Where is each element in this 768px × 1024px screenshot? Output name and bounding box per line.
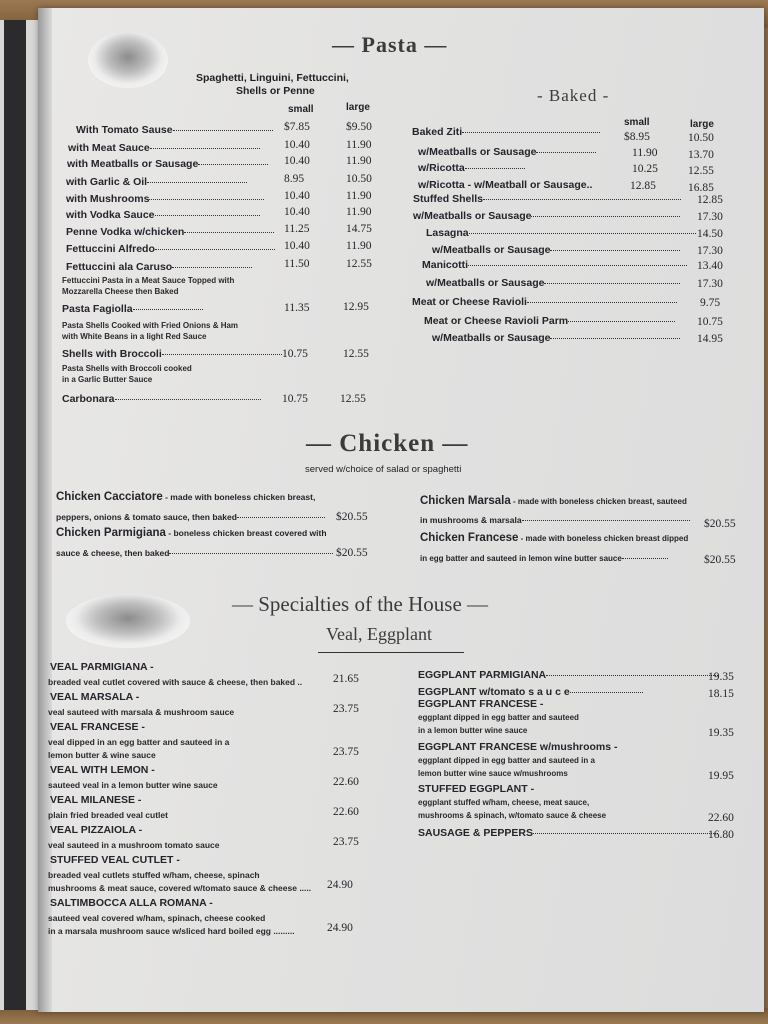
- pasta-price-small: 11.25: [284, 223, 310, 235]
- menu-item-baked: [412, 296, 677, 308]
- leader-dots: [550, 250, 680, 251]
- eggplant-item-desc: [418, 769, 568, 778]
- pasta-price-small: 10.40: [284, 155, 310, 167]
- menu-item-chicken-marsala: Chicken Marsala - made with boneless chicken breast, sauteed: [420, 495, 687, 507]
- cacciatore-desc: peppers, onions & tomato sauce, then baked: [56, 512, 325, 522]
- leader-dots: [155, 249, 275, 250]
- menu-item-pasta: [76, 124, 273, 136]
- veal-item-desc: [48, 737, 229, 747]
- leader-dots: [468, 265, 687, 266]
- item-name: EGGPLANT PARMIGIANA: [418, 669, 547, 681]
- pasta-price-small: $7.85: [284, 121, 310, 133]
- menu-item-ziti-option: [418, 146, 596, 158]
- item-name: SAUSAGE & PEPPERS: [418, 827, 533, 839]
- leader-dots: [469, 233, 696, 234]
- baked-price: 10.75: [697, 316, 723, 328]
- veal-item-name: SALTIMBOCCA ALLA ROMANA -: [50, 897, 213, 909]
- item-name: w/Meatballs or Sausage: [426, 277, 545, 289]
- menu-item-pasta: [66, 226, 274, 238]
- menu-item-baked: [413, 210, 680, 222]
- pasta-plate-icon: [88, 32, 168, 88]
- pasta-price-small: 11.50: [284, 258, 310, 270]
- desc-text: veal dipped in an egg batter and sauteed in a: [48, 737, 230, 747]
- item-name: w/Meatballs or Sausage: [432, 332, 551, 344]
- menu-item-pasta: [66, 193, 264, 205]
- veal-item-name: STUFFED VEAL CUTLET -: [50, 854, 180, 866]
- baked-price: 14.50: [697, 228, 723, 240]
- carbonara-small: 10.75: [282, 393, 308, 405]
- item-name: with Meat Sauce: [68, 142, 150, 154]
- veal-item-desc: [48, 883, 311, 893]
- pasta-price-large: 11.90: [346, 155, 372, 167]
- fagiolla-desc-1: Pasta Shells Cooked with Fried Onions & Ham: [62, 321, 239, 330]
- pasta-price-large: 14.75: [346, 223, 372, 235]
- chicken-title: — Chicken —: [306, 430, 469, 457]
- item-name: Fettuccini Alfredo: [66, 243, 155, 255]
- desc-text: plain fried breaded veal cutlet: [48, 810, 168, 820]
- leader-dots: [527, 302, 677, 303]
- leader-dots: [536, 152, 596, 153]
- desc-text: breaded veal cutlet covered with sauce & cheese, then baked ..: [48, 677, 303, 687]
- chicken-francese-price: $20.55: [704, 554, 736, 566]
- item-name: w/Ricotta: [418, 162, 465, 174]
- item-name: with Mushrooms: [66, 193, 150, 205]
- eggplant-item-name: EGGPLANT FRANCESE w/mushrooms -: [418, 741, 618, 753]
- menu-item-baked: [432, 244, 680, 256]
- item-name: with Garlic & Oil: [66, 176, 148, 188]
- caruso-desc-2: Mozzarella Cheese then Baked: [62, 287, 179, 296]
- desc-text: eggplant dipped in egg batter and sauteed in a: [418, 756, 595, 765]
- veal-price: 23.75: [333, 836, 359, 848]
- pasta-price-large: $9.50: [346, 121, 372, 133]
- eggplant-price: 19.35: [708, 671, 734, 683]
- broccoli-large: 12.55: [343, 348, 369, 360]
- baked-price: 17.30: [697, 211, 723, 223]
- menu-item-baked: [422, 259, 687, 271]
- eggplant-price: 22.60: [708, 812, 734, 824]
- eggplant-item-desc: [418, 726, 527, 735]
- underlying-page: [0, 20, 42, 1010]
- veal-item-desc: [48, 677, 302, 687]
- baked-price: 12.85: [697, 194, 723, 206]
- baked-price: 9.75: [700, 297, 721, 309]
- fagiolla-desc-2: with White Beans in a light Red Sauce: [62, 332, 207, 341]
- leader-dots: [546, 675, 718, 676]
- eggplant-item-name: EGGPLANT FRANCESE -: [418, 698, 544, 710]
- marsala-desc: in mushrooms & marsala: [420, 515, 690, 525]
- menu-item-ziti-option: [418, 162, 525, 174]
- leader-dots: [172, 267, 252, 268]
- veal-price: 22.60: [333, 806, 359, 818]
- pasta-price-large: 10.50: [346, 173, 372, 185]
- desc-text: in a lemon butter wine sauce: [418, 726, 528, 735]
- menu-item-pasta: [66, 209, 260, 221]
- eggplant-price: 18.15: [708, 688, 734, 700]
- menu-item-chicken-francese: Chicken Francese - made with boneless chicken breast dipped: [420, 532, 689, 544]
- menu-item-broccoli: Shells with Broccoli: [62, 348, 282, 360]
- eggplant-item-name: [418, 827, 718, 839]
- menu-item-baked: [432, 332, 680, 344]
- desc-text: in a marsala mushroom sauce w/sliced hard boiled egg .........: [48, 926, 295, 936]
- desc-text: sauteed veal in a lemon butter wine sauce: [48, 780, 218, 790]
- broccoli-desc-2: in a Garlic Butter Sauce: [62, 375, 153, 384]
- pasta-col-large: large: [346, 102, 370, 113]
- menu-item-baked: [424, 315, 675, 327]
- eggplant-price: 16.80: [708, 829, 734, 841]
- veal-item-desc: [48, 750, 156, 760]
- ziti-large: 10.50: [688, 132, 714, 144]
- menu-item-pasta: [67, 158, 268, 170]
- broccoli-small: 10.75: [282, 348, 308, 360]
- item-name: Stuffed Shells: [413, 193, 484, 205]
- desc-text: lemon butter & wine sauce: [48, 750, 156, 760]
- cacciatore-price: $20.55: [336, 511, 368, 523]
- eggplant-item-name: [418, 669, 718, 681]
- eggplant-price: 19.35: [708, 727, 734, 739]
- leader-dots: [465, 168, 525, 169]
- item-name: Fettuccini ala Caruso: [66, 261, 173, 273]
- veal-item-desc: [48, 926, 295, 936]
- veal-price: 23.75: [333, 746, 359, 758]
- veal-item-desc: [48, 840, 219, 850]
- chicken-marsala-price: $20.55: [704, 518, 736, 530]
- baked-price: 17.30: [697, 245, 723, 257]
- eggplant-item-desc: [418, 798, 589, 807]
- leader-dots: [173, 130, 273, 131]
- baked-price: 13.40: [697, 260, 723, 272]
- francese-desc: in egg batter and sauteed in lemon wine butter sauce: [420, 554, 668, 563]
- menu-item-carbonara: Carbonara: [62, 393, 261, 405]
- eggplant-item-desc: [418, 811, 606, 820]
- pasta-col-small: small: [288, 104, 314, 115]
- menu-item-baked: [426, 227, 696, 239]
- item-name: Manicotti: [422, 259, 469, 271]
- pasta-subtitle-1: Spaghetti, Linguini, Fettuccini,: [196, 72, 349, 84]
- veal-item-name: VEAL WITH LEMON -: [50, 764, 155, 776]
- menu-item-fagiolla: Pasta Fagiolla: [62, 303, 203, 315]
- eggplant-item-desc: [418, 713, 579, 722]
- item-name: Penne Vodka w/chicken: [66, 226, 185, 238]
- leader-dots: [150, 148, 260, 149]
- veal-price: 22.60: [333, 776, 359, 788]
- item-name: Meat or Cheese Ravioli Parm: [424, 315, 569, 327]
- pasta-price-small: 10.40: [284, 139, 310, 151]
- leader-dots: [155, 215, 260, 216]
- pasta-price-large: 11.90: [346, 240, 372, 252]
- pasta-price-small: 10.40: [284, 190, 310, 202]
- pasta-price-large: 11.90: [346, 190, 372, 202]
- menu-item-ziti-option: [418, 179, 592, 191]
- ziti-option-large: 13.70: [688, 149, 714, 161]
- leader-dots: [149, 199, 264, 200]
- pasta-price-small: 8.95: [284, 173, 305, 185]
- ziti-small: $8.95: [624, 131, 650, 143]
- leader-dots: [198, 164, 268, 165]
- leader-dots: [533, 833, 718, 834]
- desc-text: lemon butter wine sauce w/mushrooms: [418, 769, 568, 778]
- baked-col-large: large: [690, 119, 714, 130]
- caruso-desc-1: Fettuccini Pasta in a Meat Sauce Topped with: [62, 276, 235, 285]
- baked-price: 17.30: [697, 278, 723, 290]
- carbonara-large: 12.55: [340, 393, 366, 405]
- veal-item-name: VEAL MILANESE -: [50, 794, 142, 806]
- item-name: with Meatballs or Sausage: [67, 158, 199, 170]
- baked-price: 14.95: [697, 333, 723, 345]
- veal-item-desc: [48, 870, 260, 880]
- item-name: w/Meatballs or Sausage: [413, 210, 532, 222]
- item-name: EGGPLANT w/tomato s a u c e: [418, 686, 570, 698]
- ziti-option-large: 16.85: [688, 182, 714, 194]
- chicken-subtitle: served w/choice of salad or spaghetti: [305, 464, 462, 475]
- ziti-option-small: 12.85: [630, 180, 656, 192]
- item-name: With Tomato Sause: [76, 124, 173, 136]
- desc-text: eggplant stuffed w/ham, cheese, meat sauce,: [418, 798, 590, 807]
- veal-item-name: VEAL PIZZAIOLA -: [50, 824, 143, 836]
- pasta-price-large: 11.90: [346, 206, 372, 218]
- ziti-option-small: 10.25: [632, 163, 658, 175]
- desc-text: veal sauteed with marsala & mushroom sauce: [48, 707, 235, 717]
- leader-dots: [184, 232, 274, 233]
- desc-text: mushrooms & meat sauce, covered w/tomato sauce & cheese .....: [48, 883, 312, 893]
- desc-text: eggplant dipped in egg batter and sauteed: [418, 713, 579, 722]
- pasta-price-small: 10.40: [284, 206, 310, 218]
- chicken-parmigiana-price: $20.55: [336, 547, 368, 559]
- veal-item-desc: [48, 707, 234, 717]
- veal-item-name: VEAL PARMIGIANA -: [50, 661, 154, 673]
- item-name: Meat or Cheese Ravioli: [412, 296, 527, 308]
- pasta-subtitle-2: Shells or Penne: [236, 85, 315, 97]
- leader-dots: [568, 321, 675, 322]
- menu-item-pasta: [66, 176, 247, 188]
- parmigiana-desc: sauce & cheese, then baked: [56, 548, 333, 558]
- menu-item-chicken-parmigiana: Chicken Parmigiana - boneless chicken breast covered with: [56, 527, 327, 539]
- menu-item-baked-ziti: Baked Ziti: [412, 126, 600, 138]
- specialties-subtitle: Veal, Eggplant: [326, 624, 432, 644]
- fagiolla-large: 12.95: [343, 301, 369, 313]
- veal-price: 21.65: [333, 673, 359, 685]
- veal-item-desc: [48, 810, 168, 820]
- desc-text: sauteed veal covered w/ham, spinach, cheese cooked: [48, 913, 266, 923]
- leader-dots: [544, 283, 680, 284]
- leader-dots: [483, 199, 681, 200]
- baked-col-small: small: [624, 117, 650, 128]
- item-name: w/Meatballs or Sausage: [418, 146, 537, 158]
- menu-item-pasta: [68, 142, 260, 154]
- menu-item-pasta: [66, 261, 252, 273]
- pasta-price-large: 11.90: [346, 139, 372, 151]
- specialties-title: — Specialties of the House —: [232, 592, 489, 616]
- ziti-option-small: 11.90: [632, 147, 658, 159]
- eggplant-item-name: [418, 686, 643, 698]
- menu-item-pasta: [66, 243, 275, 255]
- eggplant-item-name: STUFFED EGGPLANT -: [418, 783, 535, 795]
- veal-price: 23.75: [333, 703, 359, 715]
- veal-price: 24.90: [327, 879, 353, 891]
- item-name: w/Meatballs or Sausage: [432, 244, 551, 256]
- baked-title: - Baked -: [537, 86, 610, 105]
- eggplant-price: 19.95: [708, 770, 734, 782]
- broccoli-desc-1: Pasta Shells with Broccoli cooked: [62, 364, 192, 373]
- pasta-title: — Pasta —: [332, 32, 448, 57]
- item-name: Lasagna: [426, 227, 469, 239]
- leader-dots: [550, 338, 680, 339]
- veal-item-desc: [48, 913, 265, 923]
- fagiolla-small: 11.35: [284, 302, 310, 314]
- eggplant-item-desc: [418, 756, 595, 765]
- veal-price: 24.90: [327, 922, 353, 934]
- pasta-price-small: 10.40: [284, 240, 310, 252]
- ziti-option-large: 12.55: [688, 165, 714, 177]
- leader-dots: [147, 182, 247, 183]
- desc-text: mushrooms & spinach, w/tomato sauce & cheese: [418, 811, 607, 820]
- leader-dots: [531, 216, 680, 217]
- desc-text: veal sauteed in a mushroom tomato sauce: [48, 840, 220, 850]
- menu-item-chicken-cacciatore: Chicken Cacciatore - made with boneless chicken breast,: [56, 491, 316, 503]
- pasta-price-large: 12.55: [346, 258, 372, 270]
- veal-item-name: VEAL FRANCESE -: [50, 721, 145, 733]
- subtitle-underline: [318, 652, 464, 653]
- desc-text: breaded veal cutlets stuffed w/ham, cheese, spinach: [48, 870, 260, 880]
- item-name: w/Ricotta - w/Meatball or Sausage..: [418, 179, 593, 191]
- item-name: with Vodka Sauce: [66, 209, 155, 221]
- specialty-plate-icon: [66, 594, 190, 648]
- menu-item-baked: [426, 277, 680, 289]
- veal-item-desc: [48, 780, 218, 790]
- leader-dots: [570, 692, 643, 693]
- veal-item-name: VEAL MARSALA -: [50, 691, 140, 703]
- menu-item-baked: [413, 193, 681, 205]
